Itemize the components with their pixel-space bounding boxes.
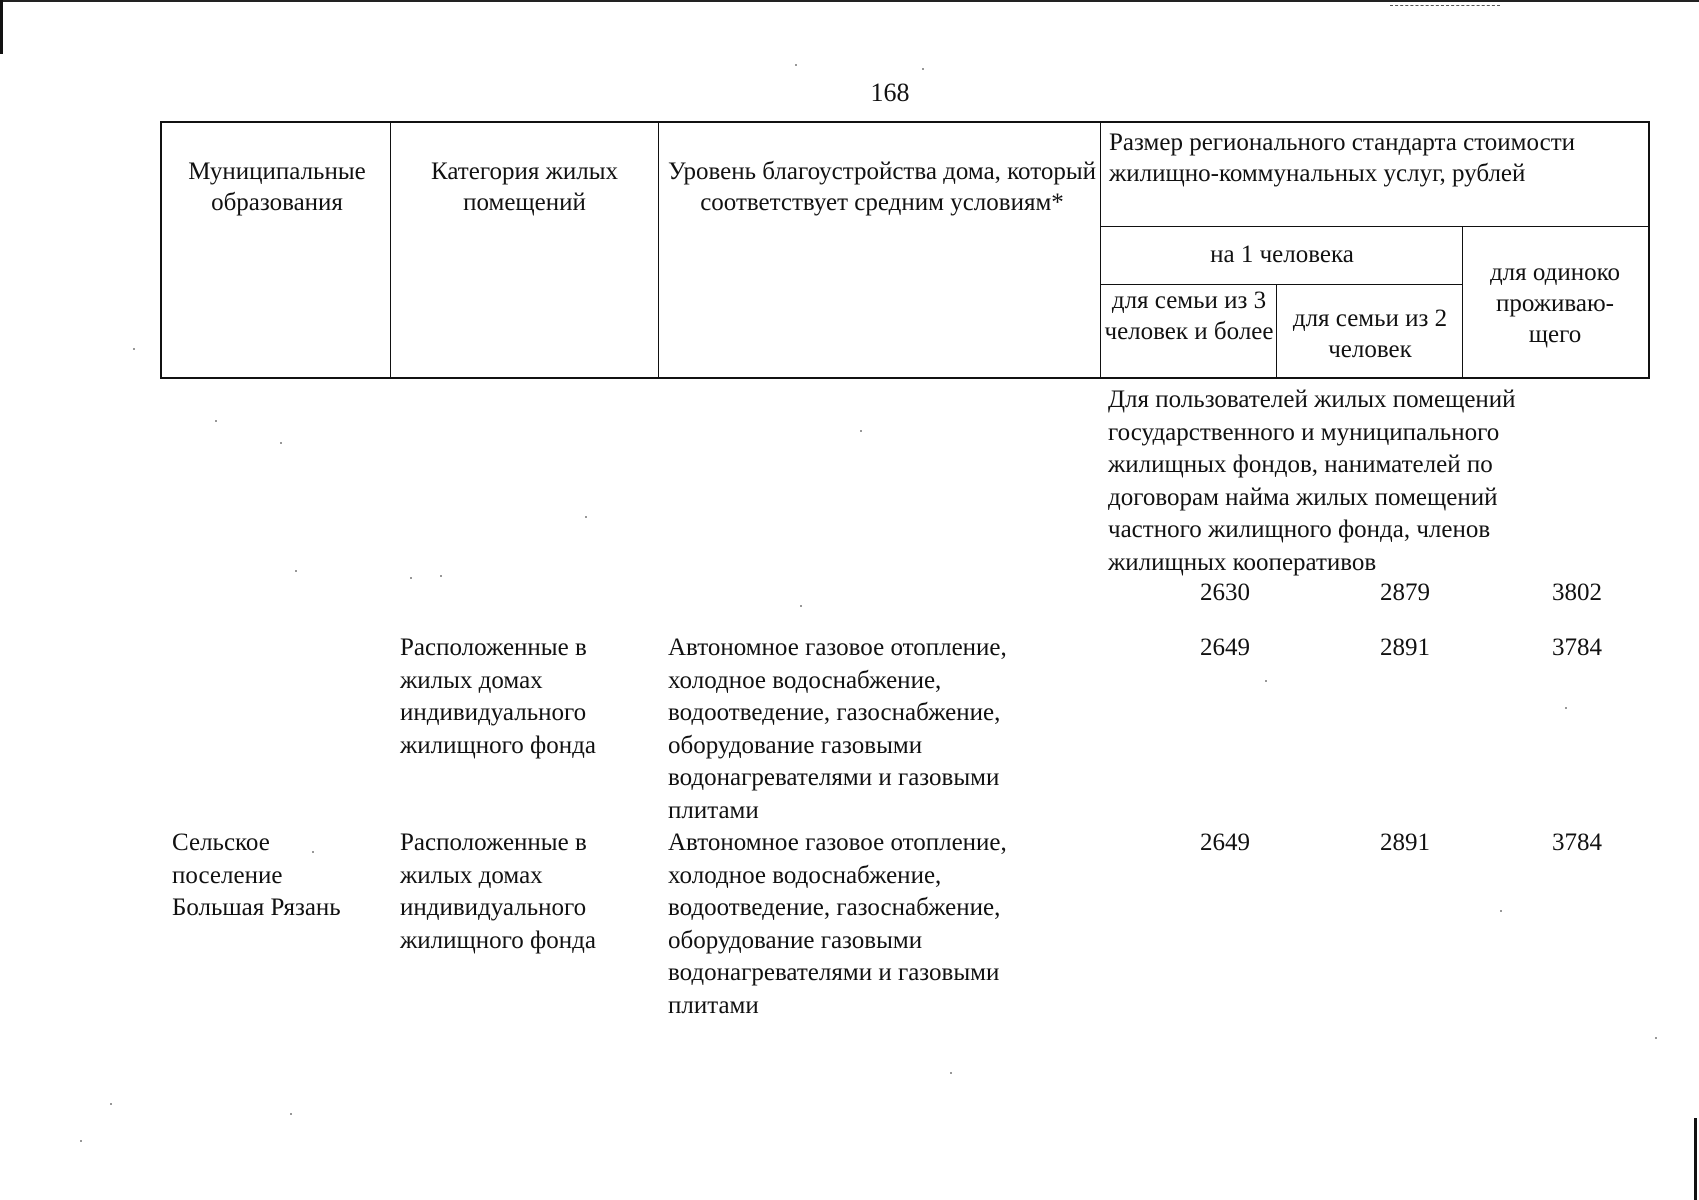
scan-speck xyxy=(133,348,135,350)
cell-family-2: 2891 xyxy=(1380,829,1430,856)
cell-level: Автономное газовое отопление, холодное водоснабжение, водоотведение, газоснабжение, оборудование газовыми водонагревателями и газовыми плитами xyxy=(668,829,1007,1019)
scan-speck xyxy=(860,430,862,432)
scan-speck xyxy=(80,1140,82,1142)
cell-category: Расположенные в жилых домах индивидуального жилищного фонда xyxy=(400,829,596,954)
scan-speck xyxy=(440,575,442,577)
cell-family-2: 2891 xyxy=(1380,634,1430,661)
scan-dash-top xyxy=(1390,5,1500,6)
cell-single: 3784 xyxy=(1552,634,1602,661)
scan-speck xyxy=(1500,910,1502,912)
scan-speck xyxy=(295,570,297,572)
cell-municipality: Сельское поселение Большая Рязань xyxy=(172,829,341,921)
scan-speck xyxy=(215,420,217,422)
header-municipalities: Муниципальные образования xyxy=(188,158,366,216)
header-category: Категория жилых помещений xyxy=(431,158,618,216)
table-header xyxy=(160,121,1650,379)
scan-mark-right xyxy=(1694,1118,1697,1200)
header-divider xyxy=(1100,226,1648,227)
scan-speck xyxy=(410,577,412,579)
scan-speck xyxy=(1565,707,1567,709)
header-divider xyxy=(390,123,391,377)
page-number: 168 xyxy=(870,78,910,107)
header-level: Уровень благоустройства дома, который соответствует средним условиям* xyxy=(668,158,1096,216)
header-single: для одиноко проживаю-щего xyxy=(1489,259,1621,348)
cell-family-2: 2879 xyxy=(1380,579,1430,606)
scan-border-top xyxy=(0,0,1699,2)
header-per-person: на 1 человека xyxy=(1210,241,1354,268)
header-standard-size: Размер регионального стандарта стоимости жилищно-коммунальных услуг, рублей xyxy=(1109,129,1576,187)
header-divider xyxy=(1276,284,1277,377)
cell-single: 3802 xyxy=(1552,579,1602,606)
cell-single: 3784 xyxy=(1552,829,1602,856)
scan-speck xyxy=(795,64,797,66)
scan-speck xyxy=(1265,680,1267,682)
header-divider xyxy=(1100,123,1101,377)
scan-speck xyxy=(585,516,587,518)
scan-speck xyxy=(1655,1037,1657,1039)
scan-speck xyxy=(280,442,282,444)
cell-level: Автономное газовое отопление, холодное водоснабжение, водоотведение, газоснабжение, оборудование газовыми водонагревателями и газовыми плитами xyxy=(668,634,1007,824)
header-divider xyxy=(658,123,659,377)
scan-speck xyxy=(110,1103,112,1105)
scan-speck xyxy=(950,1072,952,1074)
scan-speck xyxy=(922,68,924,70)
header-divider xyxy=(1462,226,1463,377)
cell-category: Расположенные в жилых домах индивидуального жилищного фонда xyxy=(400,634,596,759)
header-family-3: для семьи из 3 человек и более xyxy=(1104,287,1274,345)
scan-speck xyxy=(800,605,802,607)
scan-mark-left xyxy=(0,0,3,54)
cell-family-3: 2649 xyxy=(1200,829,1250,856)
section-note: Для пользователей жилых помещений государственного и муниципального жилищных фондов, нанимателей по договорам найма жилых помещений частного жилищного фонда, членов жилищных кооперативов xyxy=(1108,386,1516,576)
cell-family-3: 2649 xyxy=(1200,634,1250,661)
cell-family-3: 2630 xyxy=(1200,579,1250,606)
scan-speck xyxy=(290,1113,292,1115)
header-family-2: для семьи из 2 человек xyxy=(1292,305,1448,363)
